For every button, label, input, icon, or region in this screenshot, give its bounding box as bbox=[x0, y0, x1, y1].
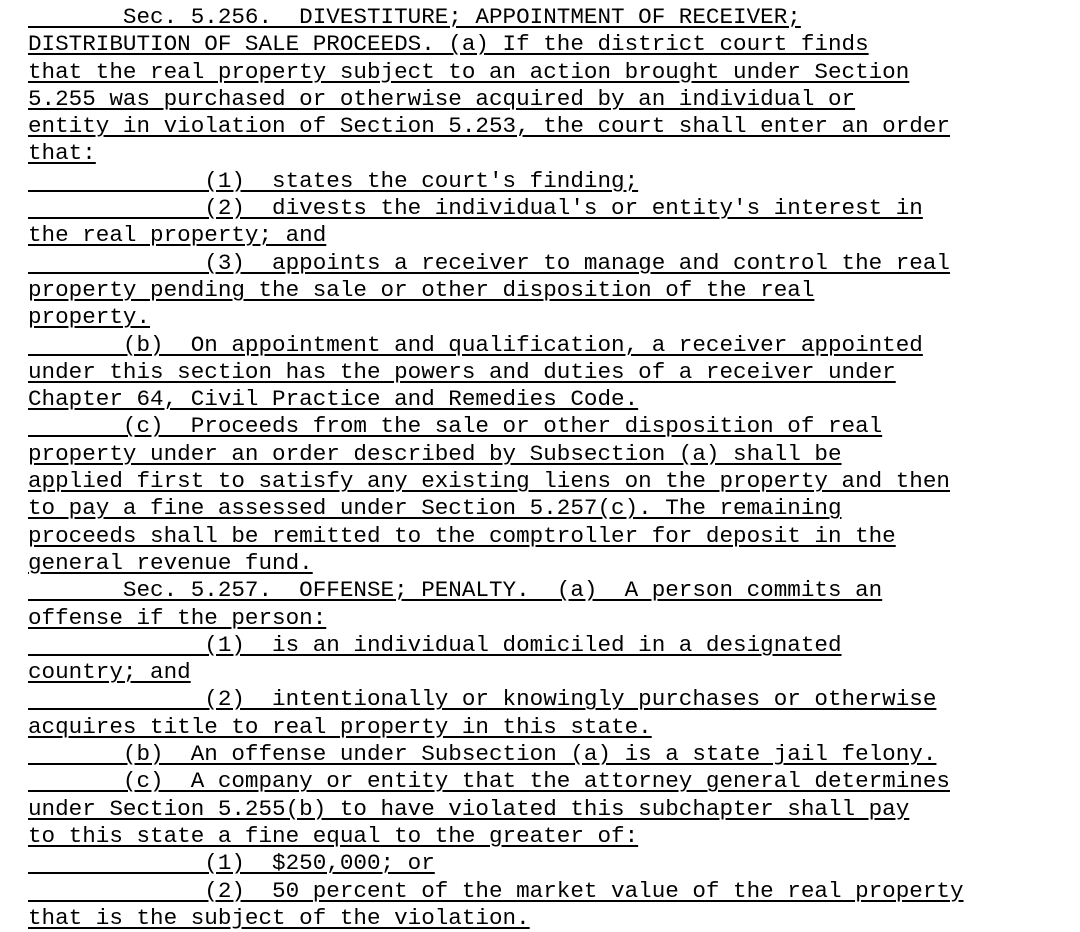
text-line: under this section has the powers and duties of a receiver under bbox=[28, 358, 896, 385]
subsection-b: (b) An offense under Subsection (a) is a state jail felony. bbox=[28, 741, 937, 768]
subsection-c: (c) Proceeds from the sale or other disposition of real bbox=[28, 413, 883, 440]
text-line: entity in violation of Section 5.253, the court shall enter an order bbox=[28, 113, 950, 140]
text-line: applied first to satisfy any existing liens on the property and then bbox=[28, 468, 950, 495]
text-line: property pending the sale or other disposition of the real bbox=[28, 276, 815, 303]
text-line: offense if the person: bbox=[28, 604, 327, 631]
text-line: under Section 5.255(b) to have violated this subchapter shall pay bbox=[28, 795, 910, 822]
text-line: to pay a fine assessed under Section 5.257(c). The remaining bbox=[28, 495, 842, 522]
statute-text bbox=[28, 4, 1068, 932]
section-5-257-heading: Sec. 5.257. OFFENSE; PENALTY. (a) A person commits an bbox=[28, 577, 883, 604]
text-line: that: bbox=[28, 140, 96, 167]
list-item: (2) divests the individual's or entity's interest in bbox=[28, 195, 923, 222]
subsection-b: (b) On appointment and qualification, a receiver appointed bbox=[28, 331, 923, 358]
list-item: (1) states the court's finding; bbox=[28, 167, 639, 194]
text-line: the real property; and bbox=[28, 222, 327, 249]
text-line: proceeds shall be remitted to the comptroller for deposit in the bbox=[28, 522, 896, 549]
text-line: general revenue fund. bbox=[28, 549, 313, 576]
subsection-c: (c) A company or entity that the attorney general determines bbox=[28, 768, 950, 795]
text-line: Chapter 64, Civil Practice and Remedies Code. bbox=[28, 386, 639, 413]
text-line: that the real property subject to an action brought under Section bbox=[28, 58, 910, 85]
list-item: (2) intentionally or knowingly purchases or otherwise bbox=[28, 686, 937, 713]
list-item: (1) is an individual domiciled in a designated bbox=[28, 631, 842, 658]
text-line: property under an order described by Subsection (a) shall be bbox=[28, 440, 842, 467]
section-5-256-heading: Sec. 5.256. DIVESTITURE; APPOINTMENT OF RECEIVER; bbox=[28, 4, 801, 30]
text-line: to this state a fine equal to the greater of: bbox=[28, 822, 639, 849]
text-line: 5.255 was purchased or otherwise acquired by an individual or bbox=[28, 85, 856, 112]
text-line: property. bbox=[28, 304, 151, 331]
text-line: acquires title to real property in this state. bbox=[28, 713, 652, 740]
list-item: (3) appoints a receiver to manage and control the real bbox=[28, 249, 950, 276]
text-line: that is the subject of the violation. bbox=[28, 904, 530, 931]
text-line: country; and bbox=[28, 659, 191, 686]
list-item: (2) 50 percent of the market value of the real property bbox=[28, 877, 964, 904]
list-item: (1) $250,000; or bbox=[28, 850, 435, 877]
text-line: DISTRIBUTION OF SALE PROCEEDS. (a) If the district court finds bbox=[28, 31, 869, 58]
